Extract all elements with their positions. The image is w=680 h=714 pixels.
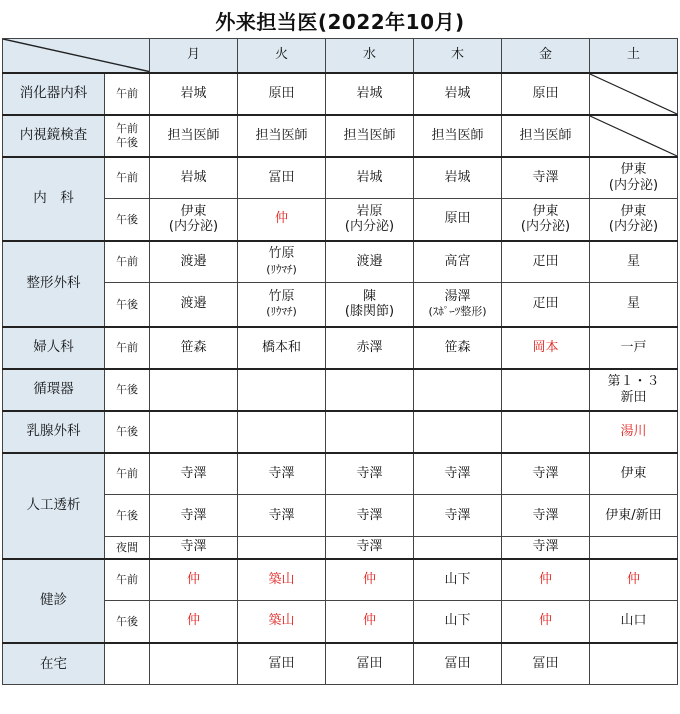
- day-header-sat: 土: [590, 39, 678, 73]
- schedule-cell: 赤澤: [326, 327, 414, 369]
- schedule-cell: 岩城: [414, 157, 502, 199]
- schedule-cell: 伊東 (内分泌): [502, 199, 590, 241]
- corner-cell: [3, 39, 150, 73]
- schedule-cell: 岩城: [326, 73, 414, 115]
- schedule-cell: 一戸: [590, 327, 678, 369]
- schedule-cell: 冨田: [238, 643, 326, 685]
- schedule-cell: 笹森: [414, 327, 502, 369]
- schedule-cell: 仲: [590, 559, 678, 601]
- schedule-cell: 伊東 (内分泌): [590, 157, 678, 199]
- dept-home-care: 在宅: [3, 643, 105, 685]
- schedule-cell: 冨田: [326, 643, 414, 685]
- schedule-cell: 疋田: [502, 241, 590, 283]
- time-label: 午前: [105, 453, 150, 495]
- schedule-cell: 岩原 (内分泌): [326, 199, 414, 241]
- day-header-thu: 木: [414, 39, 502, 73]
- schedule-cell: 寺澤: [326, 495, 414, 537]
- schedule-cell: 伊東 (内分泌): [590, 199, 678, 241]
- schedule-cell: 寺澤: [502, 157, 590, 199]
- time-label: 午前: [105, 157, 150, 199]
- schedule-cell: 担当医師: [414, 115, 502, 157]
- time-label: 午前 午後: [105, 115, 150, 157]
- schedule-cell: 仲: [150, 559, 238, 601]
- schedule-cell: 岡本: [502, 327, 590, 369]
- schedule-cell: 山口: [590, 601, 678, 643]
- dept-internal: 内 科: [3, 157, 105, 241]
- schedule-cell: 伊東/新田: [590, 495, 678, 537]
- schedule-cell: 担当医師: [150, 115, 238, 157]
- schedule-cell: 寺澤: [414, 495, 502, 537]
- time-label: 午後: [105, 283, 150, 327]
- schedule-cell: 冨田: [414, 643, 502, 685]
- schedule-cell: [502, 369, 590, 411]
- day-header-mon: 月: [150, 39, 238, 73]
- schedule-cell: 湯澤 (ｽﾎﾟｰﾂ整形): [414, 283, 502, 327]
- schedule-cell: 渡邉: [150, 283, 238, 327]
- schedule-cell: 寺澤: [502, 537, 590, 559]
- time-label: [105, 643, 150, 685]
- schedule-cell: 築山: [238, 559, 326, 601]
- schedule-cell: [150, 643, 238, 685]
- schedule-cell: 第１・３ 新田: [590, 369, 678, 411]
- schedule-cell: 湯川: [590, 411, 678, 453]
- time-label: 午前: [105, 559, 150, 601]
- schedule-cell: 伊東: [590, 453, 678, 495]
- day-header-wed: 水: [326, 39, 414, 73]
- time-label: 午後: [105, 369, 150, 411]
- empty-cell-crossed: [590, 115, 678, 157]
- page-title: 外来担当医(2022年10月): [215, 10, 465, 34]
- schedule-cell: 岩城: [150, 73, 238, 115]
- dept-endoscopy: 内視鏡検査: [3, 115, 105, 157]
- schedule-cell: [238, 411, 326, 453]
- schedule-cell: [238, 369, 326, 411]
- schedule-cell: [590, 643, 678, 685]
- schedule-cell: 竹原 (ﾘｳﾏﾁ): [238, 283, 326, 327]
- schedule-cell: 寺澤: [150, 495, 238, 537]
- day-header-tue: 火: [238, 39, 326, 73]
- dept-health-checkup: 健診: [3, 559, 105, 643]
- time-label: 午後: [105, 199, 150, 241]
- schedule-cell: 築山: [238, 601, 326, 643]
- schedule-cell: 寺澤: [414, 453, 502, 495]
- schedule-cell: 寺澤: [150, 453, 238, 495]
- schedule-cell: [414, 537, 502, 559]
- schedule-cell: 担当医師: [502, 115, 590, 157]
- schedule-cell: 仲: [502, 601, 590, 643]
- schedule-cell: 岩城: [150, 157, 238, 199]
- schedule-cell: 渡邉: [150, 241, 238, 283]
- schedule-cell: [326, 369, 414, 411]
- schedule-cell: 仲: [502, 559, 590, 601]
- schedule-cell: [414, 369, 502, 411]
- schedule-cell: 冨田: [238, 157, 326, 199]
- schedule-cell: 寺澤: [238, 495, 326, 537]
- schedule-cell: 竹原 (ﾘｳﾏﾁ): [238, 241, 326, 283]
- schedule-cell: [590, 537, 678, 559]
- schedule-cell: 寺澤: [502, 495, 590, 537]
- schedule-cell: [150, 369, 238, 411]
- schedule-cell: 原田: [502, 73, 590, 115]
- schedule-cell: 寺澤: [502, 453, 590, 495]
- time-label: 午後: [105, 601, 150, 643]
- schedule-cell: 疋田: [502, 283, 590, 327]
- dept-dialysis: 人工透析: [3, 453, 105, 559]
- time-label: 午前: [105, 327, 150, 369]
- dept-cardiology: 循環器: [3, 369, 105, 411]
- schedule-cell: 山下: [414, 601, 502, 643]
- schedule-cell: 岩城: [414, 73, 502, 115]
- time-label: 午後: [105, 411, 150, 453]
- schedule-cell: 笹森: [150, 327, 238, 369]
- schedule-cell: [238, 537, 326, 559]
- time-label: 午後: [105, 495, 150, 537]
- schedule-cell: 担当医師: [238, 115, 326, 157]
- dept-orthopedics: 整形外科: [3, 241, 105, 327]
- schedule-cell: 原田: [414, 199, 502, 241]
- schedule-cell: 仲: [326, 601, 414, 643]
- schedule-table: [2, 38, 678, 685]
- schedule-cell: 寺澤: [150, 537, 238, 559]
- schedule-cell: 原田: [238, 73, 326, 115]
- schedule-cell: 寺澤: [238, 453, 326, 495]
- schedule-cell: 渡邉: [326, 241, 414, 283]
- schedule-cell: 仲: [238, 199, 326, 241]
- schedule-cell: 伊東 (内分泌): [150, 199, 238, 241]
- schedule-cell: 仲: [326, 559, 414, 601]
- empty-cell-crossed: [590, 73, 678, 115]
- schedule-cell: 陳 (膝関節): [326, 283, 414, 327]
- time-label: 午前: [105, 241, 150, 283]
- schedule-cell: [502, 411, 590, 453]
- schedule-cell: 岩城: [326, 157, 414, 199]
- schedule-cell: 高宮: [414, 241, 502, 283]
- time-label: 夜間: [105, 537, 150, 559]
- schedule-cell: 寺澤: [326, 453, 414, 495]
- schedule-cell: 担当医師: [326, 115, 414, 157]
- dept-gastro: 消化器内科: [3, 73, 105, 115]
- dept-breast-surgery: 乳腺外科: [3, 411, 105, 453]
- time-label: 午前: [105, 73, 150, 115]
- schedule-cell: 星: [590, 283, 678, 327]
- schedule-cell: [150, 411, 238, 453]
- schedule-cell: 仲: [150, 601, 238, 643]
- dept-gynecology: 婦人科: [3, 327, 105, 369]
- schedule-cell: 橋本和: [238, 327, 326, 369]
- schedule-cell: [414, 411, 502, 453]
- schedule-cell: 山下: [414, 559, 502, 601]
- schedule-cell: 冨田: [502, 643, 590, 685]
- schedule-cell: 寺澤: [326, 537, 414, 559]
- schedule-cell: 星: [590, 241, 678, 283]
- schedule-cell: [326, 411, 414, 453]
- day-header-fri: 金: [502, 39, 590, 73]
